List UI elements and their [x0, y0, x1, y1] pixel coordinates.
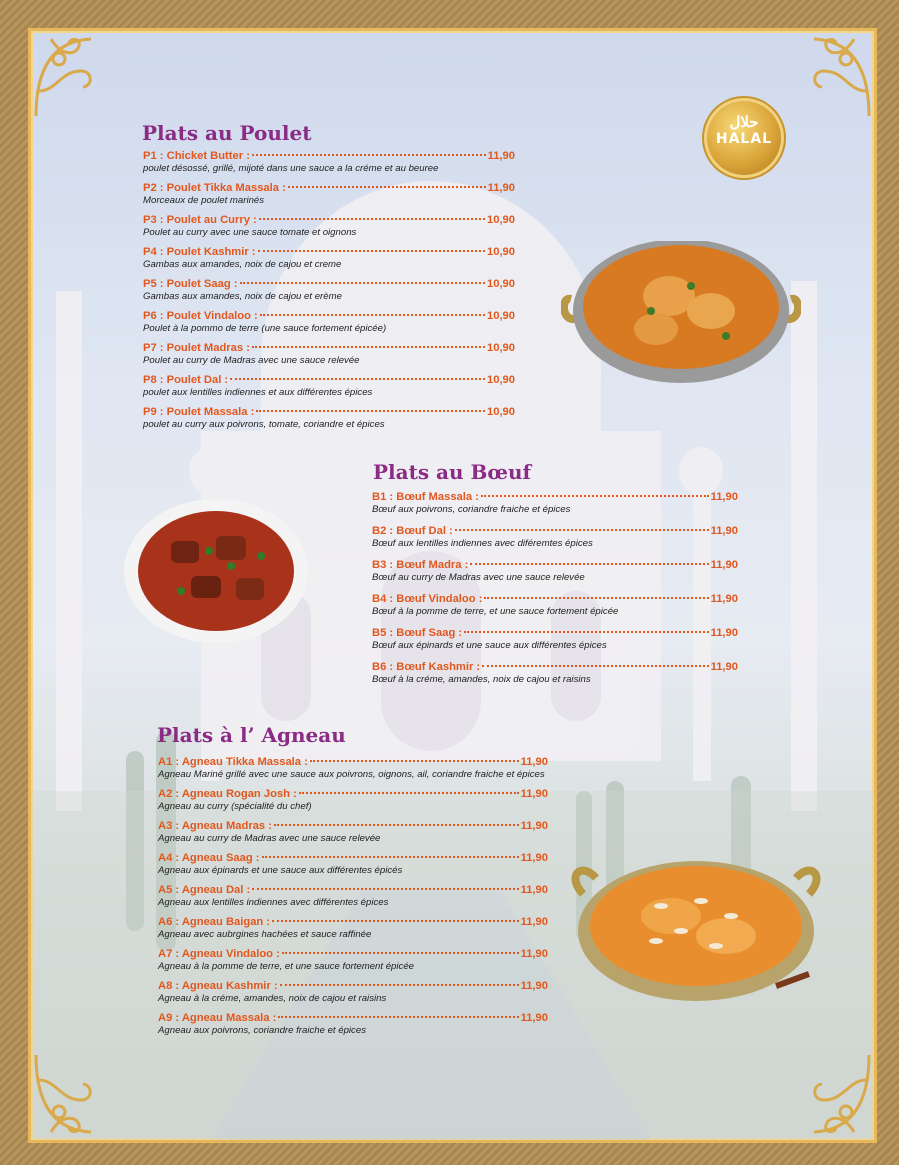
item-name: A2 : Agneau Rogan Josh : [158, 788, 297, 800]
dot-leader [262, 856, 519, 858]
item-price: 11,90 [710, 559, 738, 571]
dot-leader [282, 952, 519, 954]
item-price: 11,90 [520, 788, 548, 800]
dot-leader [258, 250, 485, 252]
dot-leader [481, 495, 709, 497]
ornament-corner-bottom-right-icon [784, 1050, 874, 1140]
item-price: 11,90 [520, 884, 548, 896]
menu-list-poulet [143, 149, 515, 431]
dot-leader [310, 760, 519, 762]
chicken-curry-dish-image [561, 241, 801, 391]
item-description: Gambas aux amandes, noix de cajou et creme [143, 259, 342, 270]
item-description: Bœuf à la pomme de terre, et une sauce fortement épicée [372, 606, 619, 617]
item-name: A5 : Agneau Dal : [158, 884, 251, 896]
item-description: Poulet au curry de Madras avec une sauce relevée [143, 355, 360, 366]
menu-item [143, 277, 515, 303]
menu-item [372, 524, 738, 550]
item-name: P7 : Poulet Madras : [143, 342, 250, 354]
item-price: 10,90 [487, 214, 515, 226]
item-price: 11,90 [520, 820, 548, 832]
item-description: Poulet au curry avec une sauce tomate et oignons [143, 227, 357, 238]
item-description: Bœuf aux épinards et une sauce aux différentes épices [372, 640, 607, 651]
item-description: Bœuf aux lentilles indiennes avec diféremtes épices [372, 538, 593, 549]
menu-item [158, 819, 548, 845]
menu-panel [28, 28, 877, 1143]
item-price: 11,90 [520, 980, 548, 992]
item-price: 10,90 [487, 374, 515, 386]
menu-item [158, 947, 548, 973]
menu-item [143, 341, 515, 367]
menu-item [158, 915, 548, 941]
menu-item [372, 490, 738, 516]
halal-label: HALAL [715, 131, 773, 147]
item-description: Agneau au curry (spécialité du chef) [158, 801, 312, 812]
item-price: 11,90 [710, 661, 738, 673]
item-description: Poulet à la pommo de terre (une sauce fortement épicée) [143, 323, 387, 334]
halal-arabic-text: حلال [729, 114, 759, 131]
menu-item [372, 558, 738, 584]
beef-curry-dish-image [121, 496, 311, 646]
item-price: 11,90 [710, 627, 738, 639]
dot-leader [464, 631, 708, 633]
item-price: 11,90 [520, 852, 548, 864]
item-name: B3 : Bœuf Madra : [372, 559, 469, 571]
dot-leader [260, 314, 485, 316]
ornament-corner-bottom-left-icon [31, 1050, 121, 1140]
item-price: 11,90 [520, 916, 548, 928]
menu-item [372, 626, 738, 652]
item-description: poulet au curry aux poivrons, tomate, coriandre et épices [143, 419, 385, 430]
halal-badge [707, 101, 781, 175]
section-title-poulet: Plats au Poulet [142, 121, 312, 145]
item-price: 10,90 [487, 278, 515, 290]
dot-leader [230, 378, 485, 380]
ornament-corner-top-right-icon [784, 31, 874, 121]
item-name: P4 : Poulet Kashmir : [143, 246, 256, 258]
item-description: Bœuf aux poivrons, coriandre fraiche et épices [372, 504, 571, 515]
menu-item [158, 979, 548, 1005]
dot-leader [252, 346, 485, 348]
item-description: Bœuf au curry de Madras avec une sauce relevée [372, 572, 585, 583]
menu-item [143, 405, 515, 431]
menu-item [158, 755, 548, 781]
menu-item [158, 787, 548, 813]
dot-leader [240, 282, 486, 284]
item-name: A1 : Agneau Tikka Massala : [158, 756, 308, 768]
menu-list-boeuf [372, 490, 738, 686]
item-description: Agneau Mariné grillé avec une sauce aux poivrons, oignons, ail, coriandre fraiche et épices [158, 769, 545, 780]
item-name: A9 : Agneau Massala : [158, 1012, 277, 1024]
item-price: 10,90 [487, 342, 515, 354]
item-price: 11,90 [520, 948, 548, 960]
menu-item [143, 309, 515, 335]
dot-leader [455, 529, 709, 531]
item-name: B4 : Bœuf Vindaloo : [372, 593, 483, 605]
item-price: 11,90 [710, 491, 738, 503]
item-name: B2 : Bœuf Dal : [372, 525, 453, 537]
dot-leader [484, 597, 708, 599]
item-price: 10,90 [487, 406, 515, 418]
item-price: 10,90 [487, 246, 515, 258]
item-price: 11,90 [520, 1012, 548, 1024]
menu-item [158, 851, 548, 877]
item-name: B6 : Bœuf Kashmir : [372, 661, 481, 673]
menu-item [143, 149, 515, 175]
item-price: 11,90 [520, 756, 548, 768]
section-title-agneau: Plats à l’ Agneau [157, 723, 346, 747]
item-price: 11,90 [487, 150, 515, 162]
item-name: A8 : Agneau Kashmir : [158, 980, 278, 992]
item-description: Morceaux de poulet marinés [143, 195, 265, 206]
dot-leader [274, 824, 519, 826]
menu-item [143, 181, 515, 207]
item-name: B1 : Bœuf Massala : [372, 491, 479, 503]
dot-leader [470, 563, 708, 565]
item-name: P2 : Poulet Tikka Massala : [143, 182, 286, 194]
item-description: Agneau avec aubrgines hachées et sauce raffinée [158, 929, 372, 940]
dot-leader [259, 218, 485, 220]
item-name: A7 : Agneau Vindaloo : [158, 948, 280, 960]
item-description: Agneau au curry de Madras avec une sauce relevée [158, 833, 381, 844]
item-description: Agneau aux lentilles indiennes avec différentes épices [158, 897, 389, 908]
menu-item [143, 213, 515, 239]
item-name: A4 : Agneau Saag : [158, 852, 260, 864]
item-price: 11,90 [487, 182, 515, 194]
dot-leader [278, 1016, 518, 1018]
item-name: P5 : Poulet Saag : [143, 278, 238, 290]
item-description: poulet aux lentilles indiennes et aux différentes épices [143, 387, 373, 398]
menu-item [372, 660, 738, 686]
dot-leader [288, 186, 486, 188]
item-description: Gambas aux amandes, noix de cajou et erème [143, 291, 342, 302]
item-name: P3 : Poulet au Curry : [143, 214, 257, 226]
menu-list-agneau [158, 755, 548, 1037]
lamb-curry-dish-image [561, 856, 831, 1006]
item-description: Agneau à la créme, amandes, noix de cajou et raisins [158, 993, 387, 1004]
dot-leader [272, 920, 519, 922]
item-name: P8 : Poulet Dal : [143, 374, 229, 386]
item-name: A3 : Agneau Madras : [158, 820, 272, 832]
item-name: P9 : Poulet Massala : [143, 406, 255, 418]
dot-leader [280, 984, 519, 986]
ornament-corner-top-left-icon [31, 31, 121, 121]
dot-leader [252, 154, 486, 156]
dot-leader [482, 665, 708, 667]
menu-item [158, 1011, 548, 1037]
item-name: A6 : Agneau Baigan : [158, 916, 271, 928]
item-description: Bœuf à la créme, amandes, noix de cajou et raisins [372, 674, 591, 685]
dot-leader [299, 792, 519, 794]
section-title-boeuf: Plats au Bœuf [373, 460, 532, 484]
item-description: Agneau aux épinards et une sauce aux différentes épicés [158, 865, 403, 876]
item-name: P6 : Poulet Vindaloo : [143, 310, 258, 322]
menu-item [158, 883, 548, 909]
item-name: B5 : Bœuf Saag : [372, 627, 463, 639]
menu-item [143, 373, 515, 399]
menu-item [143, 245, 515, 271]
menu-item [372, 592, 738, 618]
item-price: 11,90 [710, 525, 738, 537]
item-price: 10,90 [487, 310, 515, 322]
dot-leader [256, 410, 485, 412]
item-description: Agneau aux poivrons, coriandre fraiche et épices [158, 1025, 366, 1036]
item-name: P1 : Chicket Butter : [143, 150, 250, 162]
item-price: 11,90 [710, 593, 738, 605]
dot-leader [252, 888, 518, 890]
item-description: poulet désossé, grillé, mijoté dans une sauce a la créme et au beuree [143, 163, 439, 174]
item-description: Agneau à la pomme de terre, et une sauce fortement épicée [158, 961, 414, 972]
